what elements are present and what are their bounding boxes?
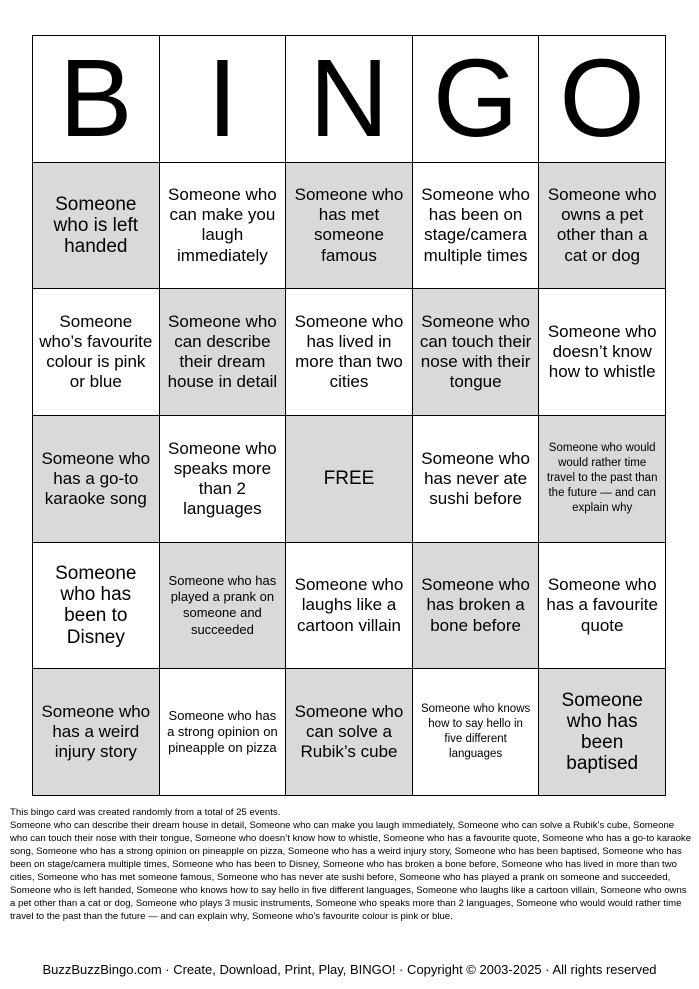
event-list [10, 806, 694, 923]
header-letter-b: B [33, 36, 160, 163]
bingo-square: Someone who has lived in more than two cities [286, 289, 413, 416]
header-letter-o: O [539, 36, 666, 163]
bingo-square: Someone who has a favourite quote [539, 543, 666, 670]
bingo-square: Someone who has been on stage/camera multiple times [413, 163, 540, 290]
header-letter-g: G [413, 36, 540, 163]
bingo-square: Someone who has never ate sushi before [413, 416, 540, 543]
bingo-square: Someone who has met someone famous [286, 163, 413, 290]
bingo-square: Someone who has a weird injury story [33, 669, 160, 796]
bingo-square: Someone who has played a prank on someone and succeeded [160, 543, 287, 670]
bingo-square: Someone who owns a pet other than a cat or dog [539, 163, 666, 290]
header-letter-n: N [286, 36, 413, 163]
bingo-square: Someone who has broken a bone before [413, 543, 540, 670]
bingo-square: Someone who has been baptised [539, 669, 666, 796]
header-letter-i: I [160, 36, 287, 163]
bingo-square: Someone who would would rather time travel to the past than the future — and can explain why [539, 416, 666, 543]
bingo-square: Someone who can solve a Rubik’s cube [286, 669, 413, 796]
bingo-square: Someone who’s favourite colour is pink or blue [33, 289, 160, 416]
event-list-intro: This bingo card was created randomly from a total of 25 events. [10, 807, 281, 818]
bingo-square: Someone who can touch their nose with their tongue [413, 289, 540, 416]
bingo-square: Someone who knows how to say hello in five different languages [413, 669, 540, 796]
bingo-square: Someone who speaks more than 2 languages [160, 416, 287, 543]
bingo-square: Someone who laughs like a cartoon villain [286, 543, 413, 670]
bingo-square: Someone who has a go-to karaoke song [33, 416, 160, 543]
site-credit: BuzzBuzzBingo.com · Create, Download, Print, Play, BINGO! · Copyright © 2003-2025 · All rights reserved [42, 962, 657, 977]
bingo-square: Someone who doesn’t know how to whistle [539, 289, 666, 416]
bingo-square: Someone who can make you laugh immediately [160, 163, 287, 290]
bingo-card [32, 35, 666, 796]
bingo-square: Someone who is left handed [33, 163, 160, 290]
free-space: FREE [286, 416, 413, 543]
bingo-square: Someone who can describe their dream house in detail [160, 289, 287, 416]
bingo-square: Someone who has been to Disney [33, 543, 160, 670]
bingo-square: Someone who has a strong opinion on pineapple on pizza [160, 669, 287, 796]
event-list-body: Someone who can describe their dream house in detail, Someone who can make you laugh immediately, Someone who can solve a Rubik’s cube, Someone who can touch their nose with their tongue, Someone who doesn’t know how to whistle, Someone who has a favourite quote, Someone who has a go-to karaoke song, Someone who has a strong opinion on pineapple on pizza, Someone who has a weird injury story, Someone who has been baptised, Someone who has been on stage/camera multiple times, Someone who has been to Disney, Someone who has broken a bone before, Someone who has lived in more than two cities, Someone who has met someone famous, Someone who has never ate sushi before, Someone who has played a prank on someone and succeeded, Someone who is left handed, Someone who knows how to say hello in five different languages, Someone who laughs like a cartoon villain, Someone who owns a pet other than a cat or dog, Someone who plays 3 music instruments, Someone who speaks more than 2 languages, Someone who would would rather time travel to the past than the future — and can explain why, Someone who’s favourite colour is pink or blue. [10, 820, 692, 923]
